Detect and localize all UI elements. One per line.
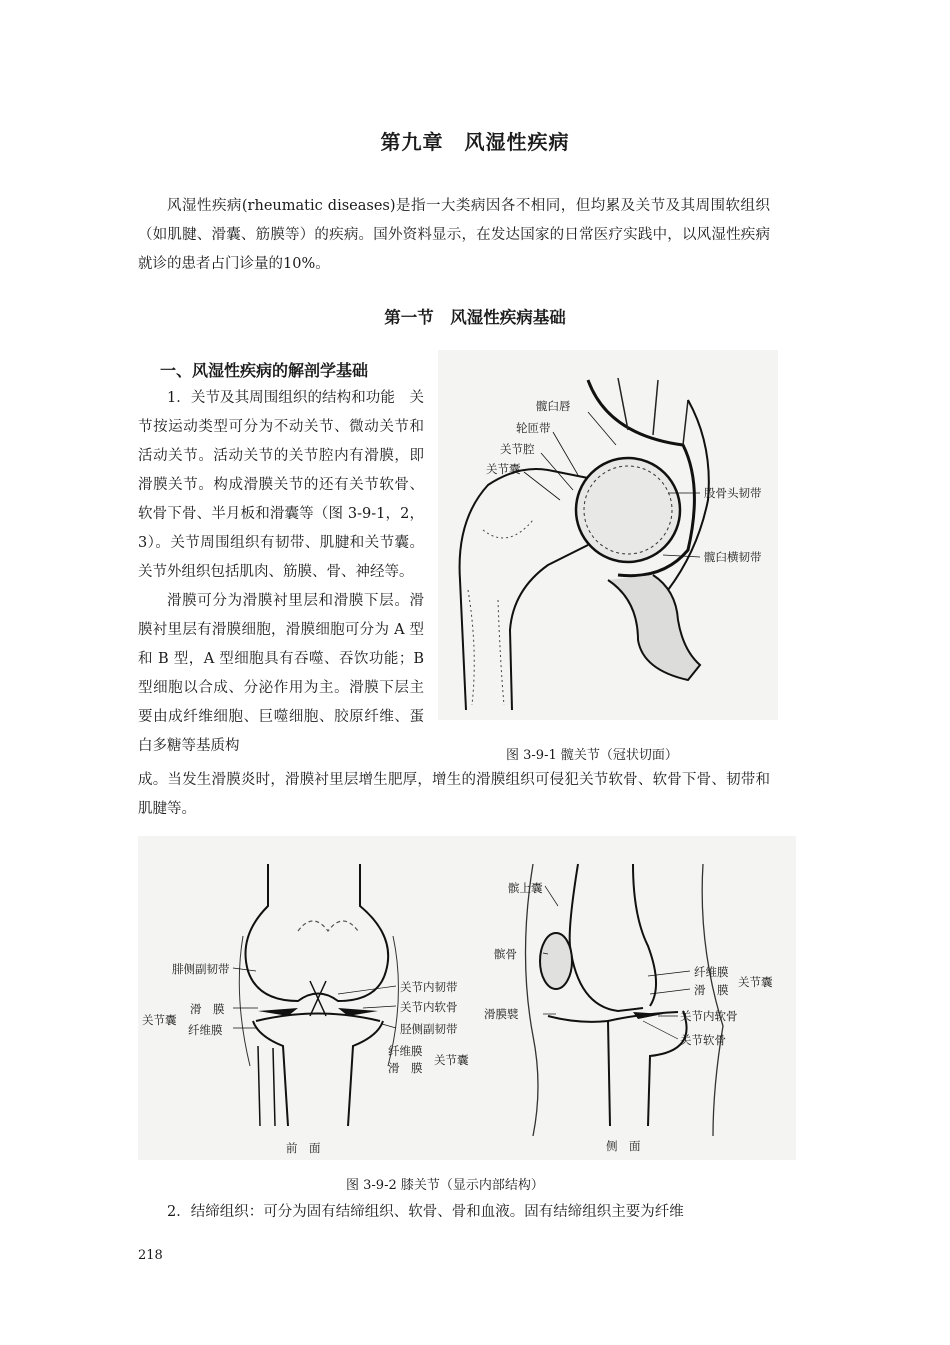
column-paragraph-2: 滑膜可分为滑膜衬里层和滑膜下层。滑膜衬里层有滑膜细胞，滑膜细胞可分为 A 型和 B 型，A 型细胞具有吞噬、吞饮功能；B 型细胞以合成、分泌作用为主。滑膜下层主要由成纤维细胞、巨噬细胞、胶原纤维、蛋白多糖等基质构	[138, 593, 424, 754]
label-fibrous-left: 纤维膜	[188, 1023, 223, 1037]
page-number: 218	[138, 1248, 163, 1263]
knee-joint-illustration	[138, 836, 796, 1160]
label-intra-ligament: 关节内韧带	[400, 980, 458, 994]
label-tibial-collateral: 胫侧副韧带	[400, 1022, 458, 1036]
label-fibular-collateral: 腓侧副韧带	[172, 962, 230, 976]
continuation-paragraph-2: 2．结缔组织：可分为固有结缔组织、软骨、骨和血液。固有结缔组织主要为纤维	[167, 1204, 684, 1220]
label-intra-cartilage-front: 关节内软骨	[400, 1000, 458, 1014]
label-suprapatellar-bursa: 髌上囊	[508, 881, 543, 895]
label-fibrous-side: 纤维膜	[694, 965, 729, 979]
label-zona-orbicularis: 轮匝带	[516, 421, 551, 435]
hip-joint-figure	[438, 350, 778, 720]
continuation-paragraph: 成。当发生滑膜炎时，滑膜衬里层增生肥厚，增生的滑膜组织可侵犯关节软骨、软骨下骨、韧带和肌腱等。	[138, 772, 770, 817]
subsection-title: 一、风湿性疾病的解剖学基础	[160, 361, 369, 380]
figure2-caption: 图 3-9-2 膝关节（显示内部结构）	[346, 1178, 544, 1193]
continuation-text	[138, 766, 770, 824]
label-side-view: 侧 面	[606, 1139, 641, 1153]
hip-joint-illustration	[438, 350, 778, 720]
left-column-text	[138, 384, 424, 761]
figure1-caption: 图 3-9-1 髋关节（冠状切面）	[506, 748, 678, 763]
label-patella: 髌骨	[494, 947, 517, 961]
label-synovium-side: 滑 膜	[694, 983, 729, 997]
label-joint-capsule: 关节囊	[486, 462, 521, 476]
knee-joint-figure	[138, 836, 796, 1160]
label-fibrous-right: 纤维膜	[388, 1044, 423, 1058]
label-ligamentum-teres: 股骨头韧带	[704, 486, 762, 500]
label-intra-cartilage-side: 关节内软骨	[680, 1009, 738, 1023]
section-title: 第一节 风湿性疾病基础	[384, 308, 566, 327]
label-joint-cavity: 关节腔	[500, 442, 535, 456]
label-articular-cartilage: 关节软骨	[680, 1033, 726, 1047]
label-transverse-ligament: 髋臼横韧带	[704, 550, 762, 564]
label-synovium-left: 滑 膜	[190, 1002, 225, 1016]
label-front-view: 前 面	[286, 1141, 321, 1155]
label-synovium-right: 滑 膜	[388, 1061, 423, 1075]
label-capsule-side: 关节囊	[738, 975, 773, 989]
label-capsule-right: 关节囊	[434, 1053, 469, 1067]
label-acetabular-labrum: 髋臼唇	[536, 399, 571, 413]
chapter-title: 第九章 风湿性疾病	[380, 130, 570, 154]
continuation-text-2	[138, 1198, 770, 1227]
label-capsule-left: 关节囊	[142, 1013, 177, 1027]
label-synovial-fold: 滑膜襞	[484, 1007, 519, 1021]
intro-paragraph: 风湿性疾病(rheumatic diseases)是指一大类病因各不相同，但均累及关节及其周围软组织（如肌腱、滑囊、筋膜等）的疾病。国外资料显示，在发达国家的日常医疗实践中，以风湿性疾病就诊的患者占门诊量的10%。	[138, 198, 770, 272]
column-paragraph-1: 1．关节及其周围组织的结构和功能 关节按运动类型可分为不动关节、微动关节和活动关节。活动关节的关节腔内有滑膜，即滑膜关节。构成滑膜关节的还有关节软骨、软骨下骨、半月板和滑囊等（图 3-9-1，2，3）。关节周围组织有韧带、肌腱和关节囊。关节外组织包括肌肉、筋膜、骨、神经等。	[138, 390, 424, 580]
